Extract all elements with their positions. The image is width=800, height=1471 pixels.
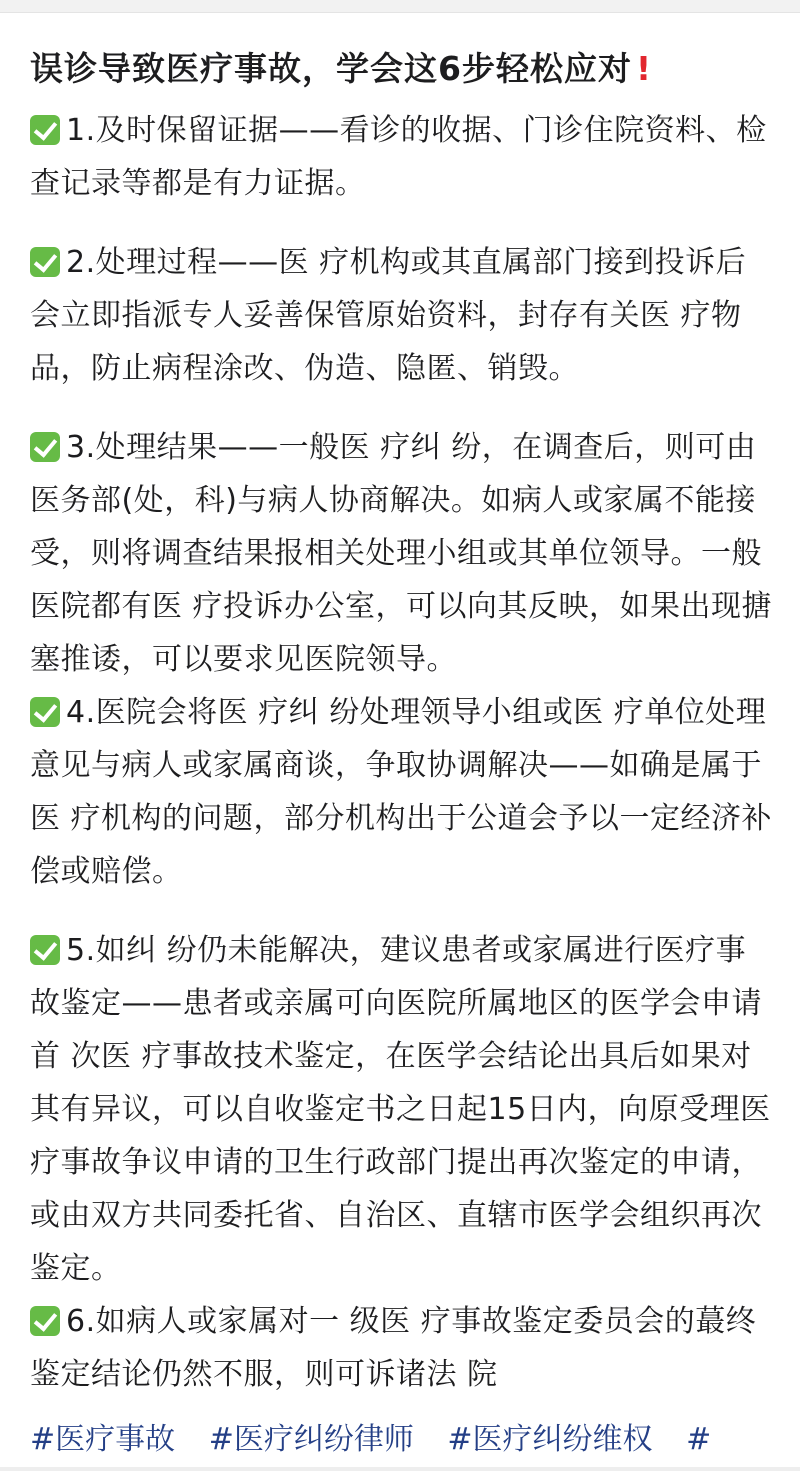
step-1 [30,104,775,210]
step-4 [30,686,775,898]
check-icon [30,432,60,462]
hashtag-link[interactable]: # [686,1422,712,1457]
hashtag-link[interactable]: #医疗纠纷律师 [208,1422,414,1457]
step-text: 2.处理过程——医 疗机构或其直属部门接到投诉后会立即指派专人妥善保管原始资料，封存有关医 疗物品，防止病程涂改、伪造、隐匿、销毁。 [30,245,747,386]
step-3 [30,421,775,686]
post-title-text: 误诊导致医疗事故，学会这6步轻松应对 [30,49,632,88]
step-text: 4.医院会将医 疗纠 纷处理领导小组或医 疗单位处理意见与病人或家属商谈，争取协调解决——如确是属于医 疗机构的问题，部分机构出于公道会予以一定经济补偿或赔偿。 [30,695,773,889]
step-text: 1.及时保留证据——看诊的收据、门诊住院资料、检查记录等都是有力证据。 [30,113,767,201]
top-divider [0,0,800,13]
post-title [30,40,775,98]
step-5 [30,924,775,1295]
hashtag-link[interactable]: #医疗事故 [30,1422,176,1457]
check-icon [30,115,60,145]
step-text: 5.如纠 纷仍未能解决，建议患者或家属进行医疗事故鉴定——患者或亲属可向医院所属地区的医学会申请首 次医 疗事故技术鉴定，在医学会结论出具后如果对其有异议，可以自收鉴定书之日起15日内，向原受理医 疗事故争议申请的卫生行政部门提出再次鉴定的申请，或由双方共同委托省、自治区、直辖市医学会组织再次鉴定。 [30,933,771,1286]
hashtag-link[interactable]: #医疗纠纷维权 [447,1422,653,1457]
step-text: 6.如病人或家属对一 级医 疗事故鉴定委员会的蕞终鉴定结论仍然不服，则可诉诸法 院 [30,1304,757,1392]
check-icon [30,935,60,965]
red-exclamation-icon: ! [635,49,653,88]
bottom-divider [0,1467,800,1471]
check-icon [30,247,60,277]
step-2 [30,236,775,395]
post-content [30,40,775,1465]
step-text: 3.处理结果——一般医 疗纠 纷，在调查后，则可由医务部(处，科)与病人协商解决。如病人或家属不能接受，则将调查结果报相关处理小组或其单位领导。一般医院都有医 疗投诉办公室，可以向其反映，如果出现搪塞推诿，可以要求见医院领导。 [30,430,773,677]
check-icon [30,1306,60,1336]
check-icon [30,697,60,727]
step-6 [30,1295,775,1401]
hashtag-list [30,1415,775,1465]
